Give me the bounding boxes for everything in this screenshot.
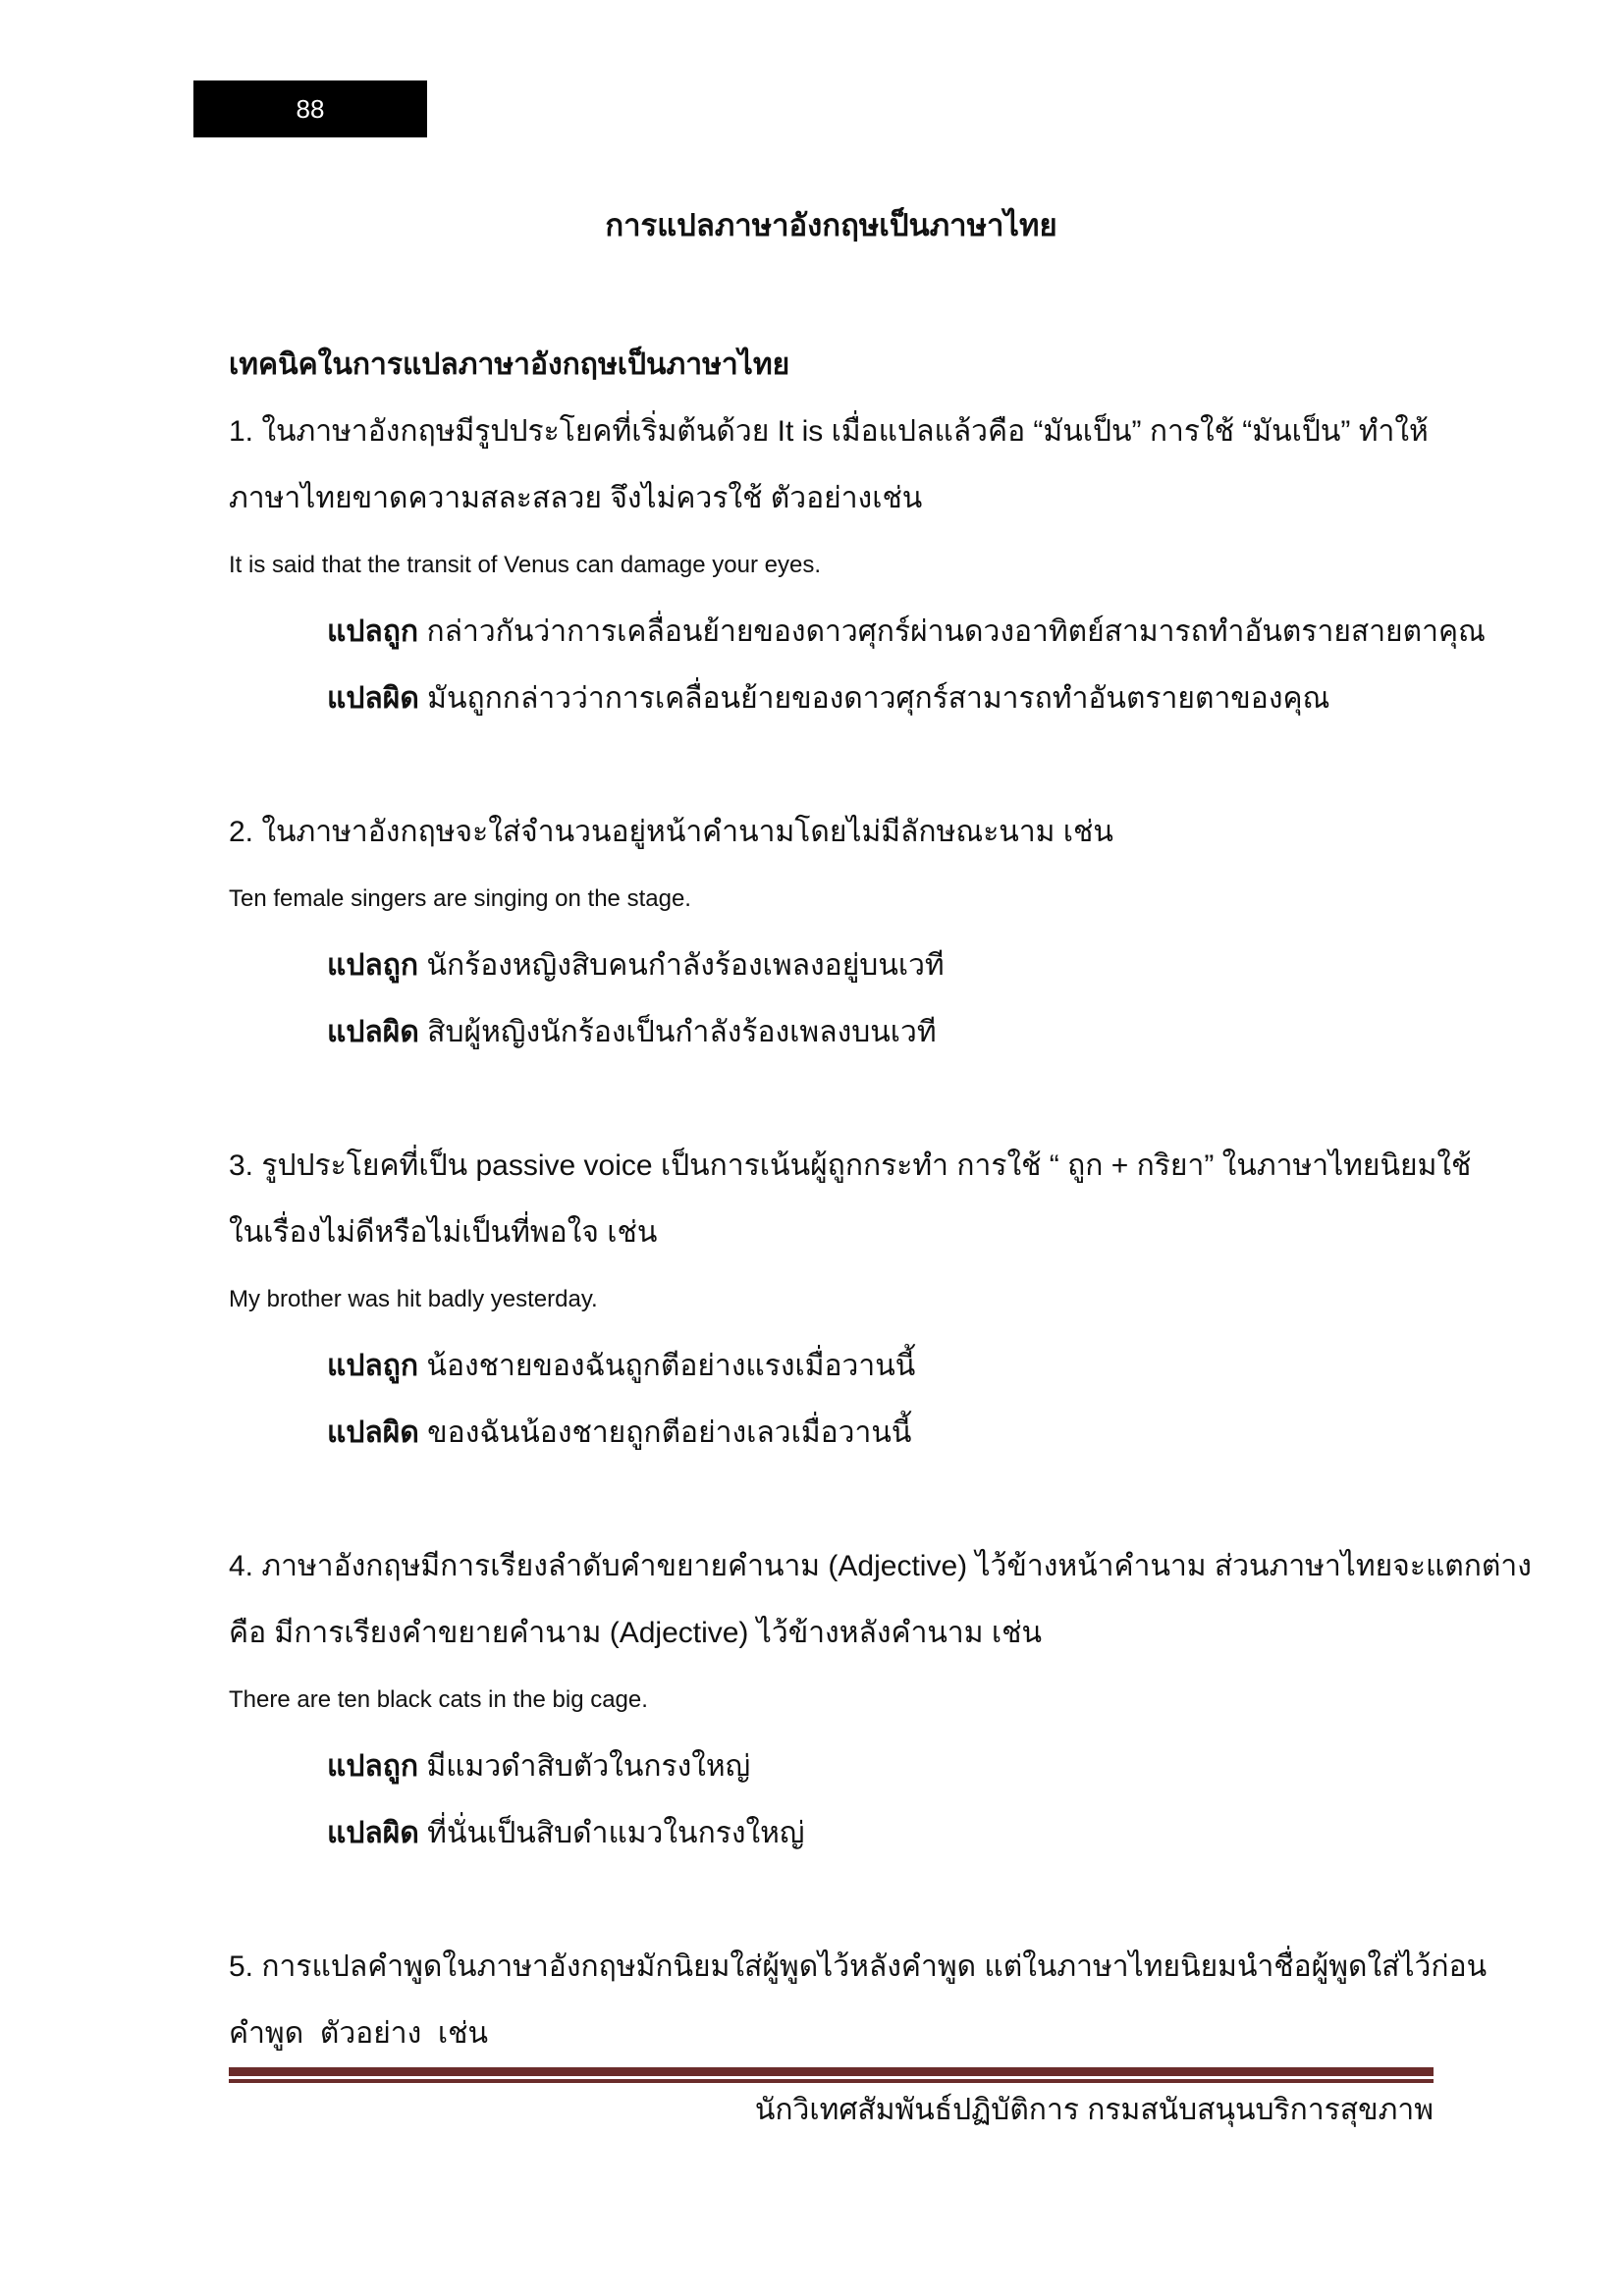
item-3-intro-line-1: 3. รูปประโยคที่เป็น passive voice เป็นการเน้นผู้ถูกกระทำ การใช้ “ ถูก + กริยา” ในภาษาไทยนิยมใช้ xyxy=(229,1149,1472,1182)
item-3-wrong-translation xyxy=(229,1400,1434,1467)
section-heading: เทคนิคในการแปลภาษาอังกฤษเป็นภาษาไทย xyxy=(229,348,790,381)
page-number-badge xyxy=(193,80,427,137)
item-5-intro-line-2: คำพูด ตัวอย่าง เช่น xyxy=(229,2017,489,2050)
spacer xyxy=(229,1467,1434,1533)
page-number: 88 xyxy=(296,93,325,124)
correct-label: แปลถูก xyxy=(327,615,419,648)
document-body xyxy=(229,332,1532,2132)
item-5-intro-line-1: 5. การแปลคำพูดในภาษาอังกฤษมักนิยมใส่ผู้พูดไว้หลังคำพูด แต่ในภาษาไทยนิยมนำชื่อผู้พูดใส่ไว้ก่อน xyxy=(229,1950,1488,1983)
wrong-label: แปลผิด xyxy=(327,1817,419,1849)
correct-label: แปลถูก xyxy=(327,1750,419,1783)
item-4-intro-line-2: คือ มีการเรียงคำขยายคำนาม (Adjective) ไว้ข้างหลังคำนาม เช่น xyxy=(229,1617,1043,1649)
wrong-label: แปลผิด xyxy=(327,682,419,715)
item-3-correct-translation xyxy=(229,1333,1434,1400)
item-2-intro-line-1: 2. ในภาษาอังกฤษจะใส่จำนวนอยู่หน้าคำนามโดยไม่มีลักษณะนาม เช่น xyxy=(229,816,1113,848)
spacer xyxy=(229,1066,1434,1133)
item-3-correct-text: น้องชายของฉันถูกตีอย่างแรงเมื่อวานนี้ xyxy=(426,1350,916,1382)
item-4-english-sentence: There are ten black cats in the big cage. xyxy=(229,1686,648,1713)
item-2-correct-translation xyxy=(229,933,1434,999)
item-4-correct-translation xyxy=(229,1734,1434,1800)
spacer xyxy=(229,1867,1434,1934)
item-4-wrong-translation xyxy=(229,1800,1434,1867)
document-title: การแปลภาษาอังกฤษเป็นภาษาไทย xyxy=(605,208,1057,242)
item-2-english-sentence: Ten female singers are singing on the stage. xyxy=(229,885,691,912)
item-3-wrong-text: ของฉันน้องชายถูกตีอย่างเลวเมื่อวานนี้ xyxy=(427,1416,912,1449)
item-1-correct-translation xyxy=(229,599,1486,666)
item-1-wrong-text: มันถูกกล่าวว่าการเคลื่อนย้ายของดาวศุกร์สามารถทำอันตรายตาของคุณ xyxy=(427,682,1330,715)
item-3-intro-line-2: ในเรื่องไม่ดีหรือไม่เป็นที่พอใจ เช่น xyxy=(229,1216,658,1249)
item-4-wrong-text: ที่นั่นเป็นสิบดำแมวในกรงใหญ่ xyxy=(427,1817,805,1849)
item-1-english-sentence: It is said that the transit of Venus can damage your eyes. xyxy=(229,552,822,578)
item-1-intro-line-2: ภาษาไทยขาดความสละสลวย จึงไม่ควรใช้ ตัวอย่างเช่น xyxy=(229,482,923,514)
footer-rule xyxy=(229,2067,1434,2083)
spacer xyxy=(229,732,1434,799)
correct-label: แปลถูก xyxy=(327,1350,419,1382)
wrong-label: แปลผิด xyxy=(327,1416,419,1449)
item-4-intro-line-1: 4. ภาษาอังกฤษมีการเรียงลำดับคำขยายคำนาม (Adjective) ไว้ข้างหน้าคำนาม ส่วนภาษาไทยจะแตกต่าง xyxy=(229,1550,1532,1582)
wrong-label: แปลผิด xyxy=(327,1016,419,1048)
footer-credit: นักวิเทศสัมพันธ์ปฏิบัติการ กรมสนับสนุนบริการสุขภาพ xyxy=(754,2094,1434,2126)
item-1-wrong-translation xyxy=(229,666,1434,732)
item-1-intro-line-1: 1. ในภาษาอังกฤษมีรูปประโยคที่เริ่มต้นด้วย It is เมื่อแปลแล้วคือ “มันเป็น” การใช้ “มันเป็น” ทำให้ xyxy=(229,415,1429,448)
correct-label: แปลถูก xyxy=(327,949,419,982)
item-1-correct-text: กล่าวกันว่าการเคลื่อนย้ายของดาวศุกร์ผ่านดวงอาทิตย์สามารถทำอันตรายสายตาคุณ xyxy=(426,615,1486,648)
item-3-english-sentence: My brother was hit badly yesterday. xyxy=(229,1286,598,1312)
item-4-correct-text: มีแมวดำสิบตัวในกรงใหญ่ xyxy=(426,1750,751,1783)
item-2-wrong-text: สิบผู้หญิงนักร้องเป็นกำลังร้องเพลงบนเวที xyxy=(427,1016,937,1048)
item-2-correct-text: นักร้องหญิงสิบคนกำลังร้องเพลงอยู่บนเวที xyxy=(426,949,945,982)
item-2-wrong-translation xyxy=(229,999,1434,1066)
